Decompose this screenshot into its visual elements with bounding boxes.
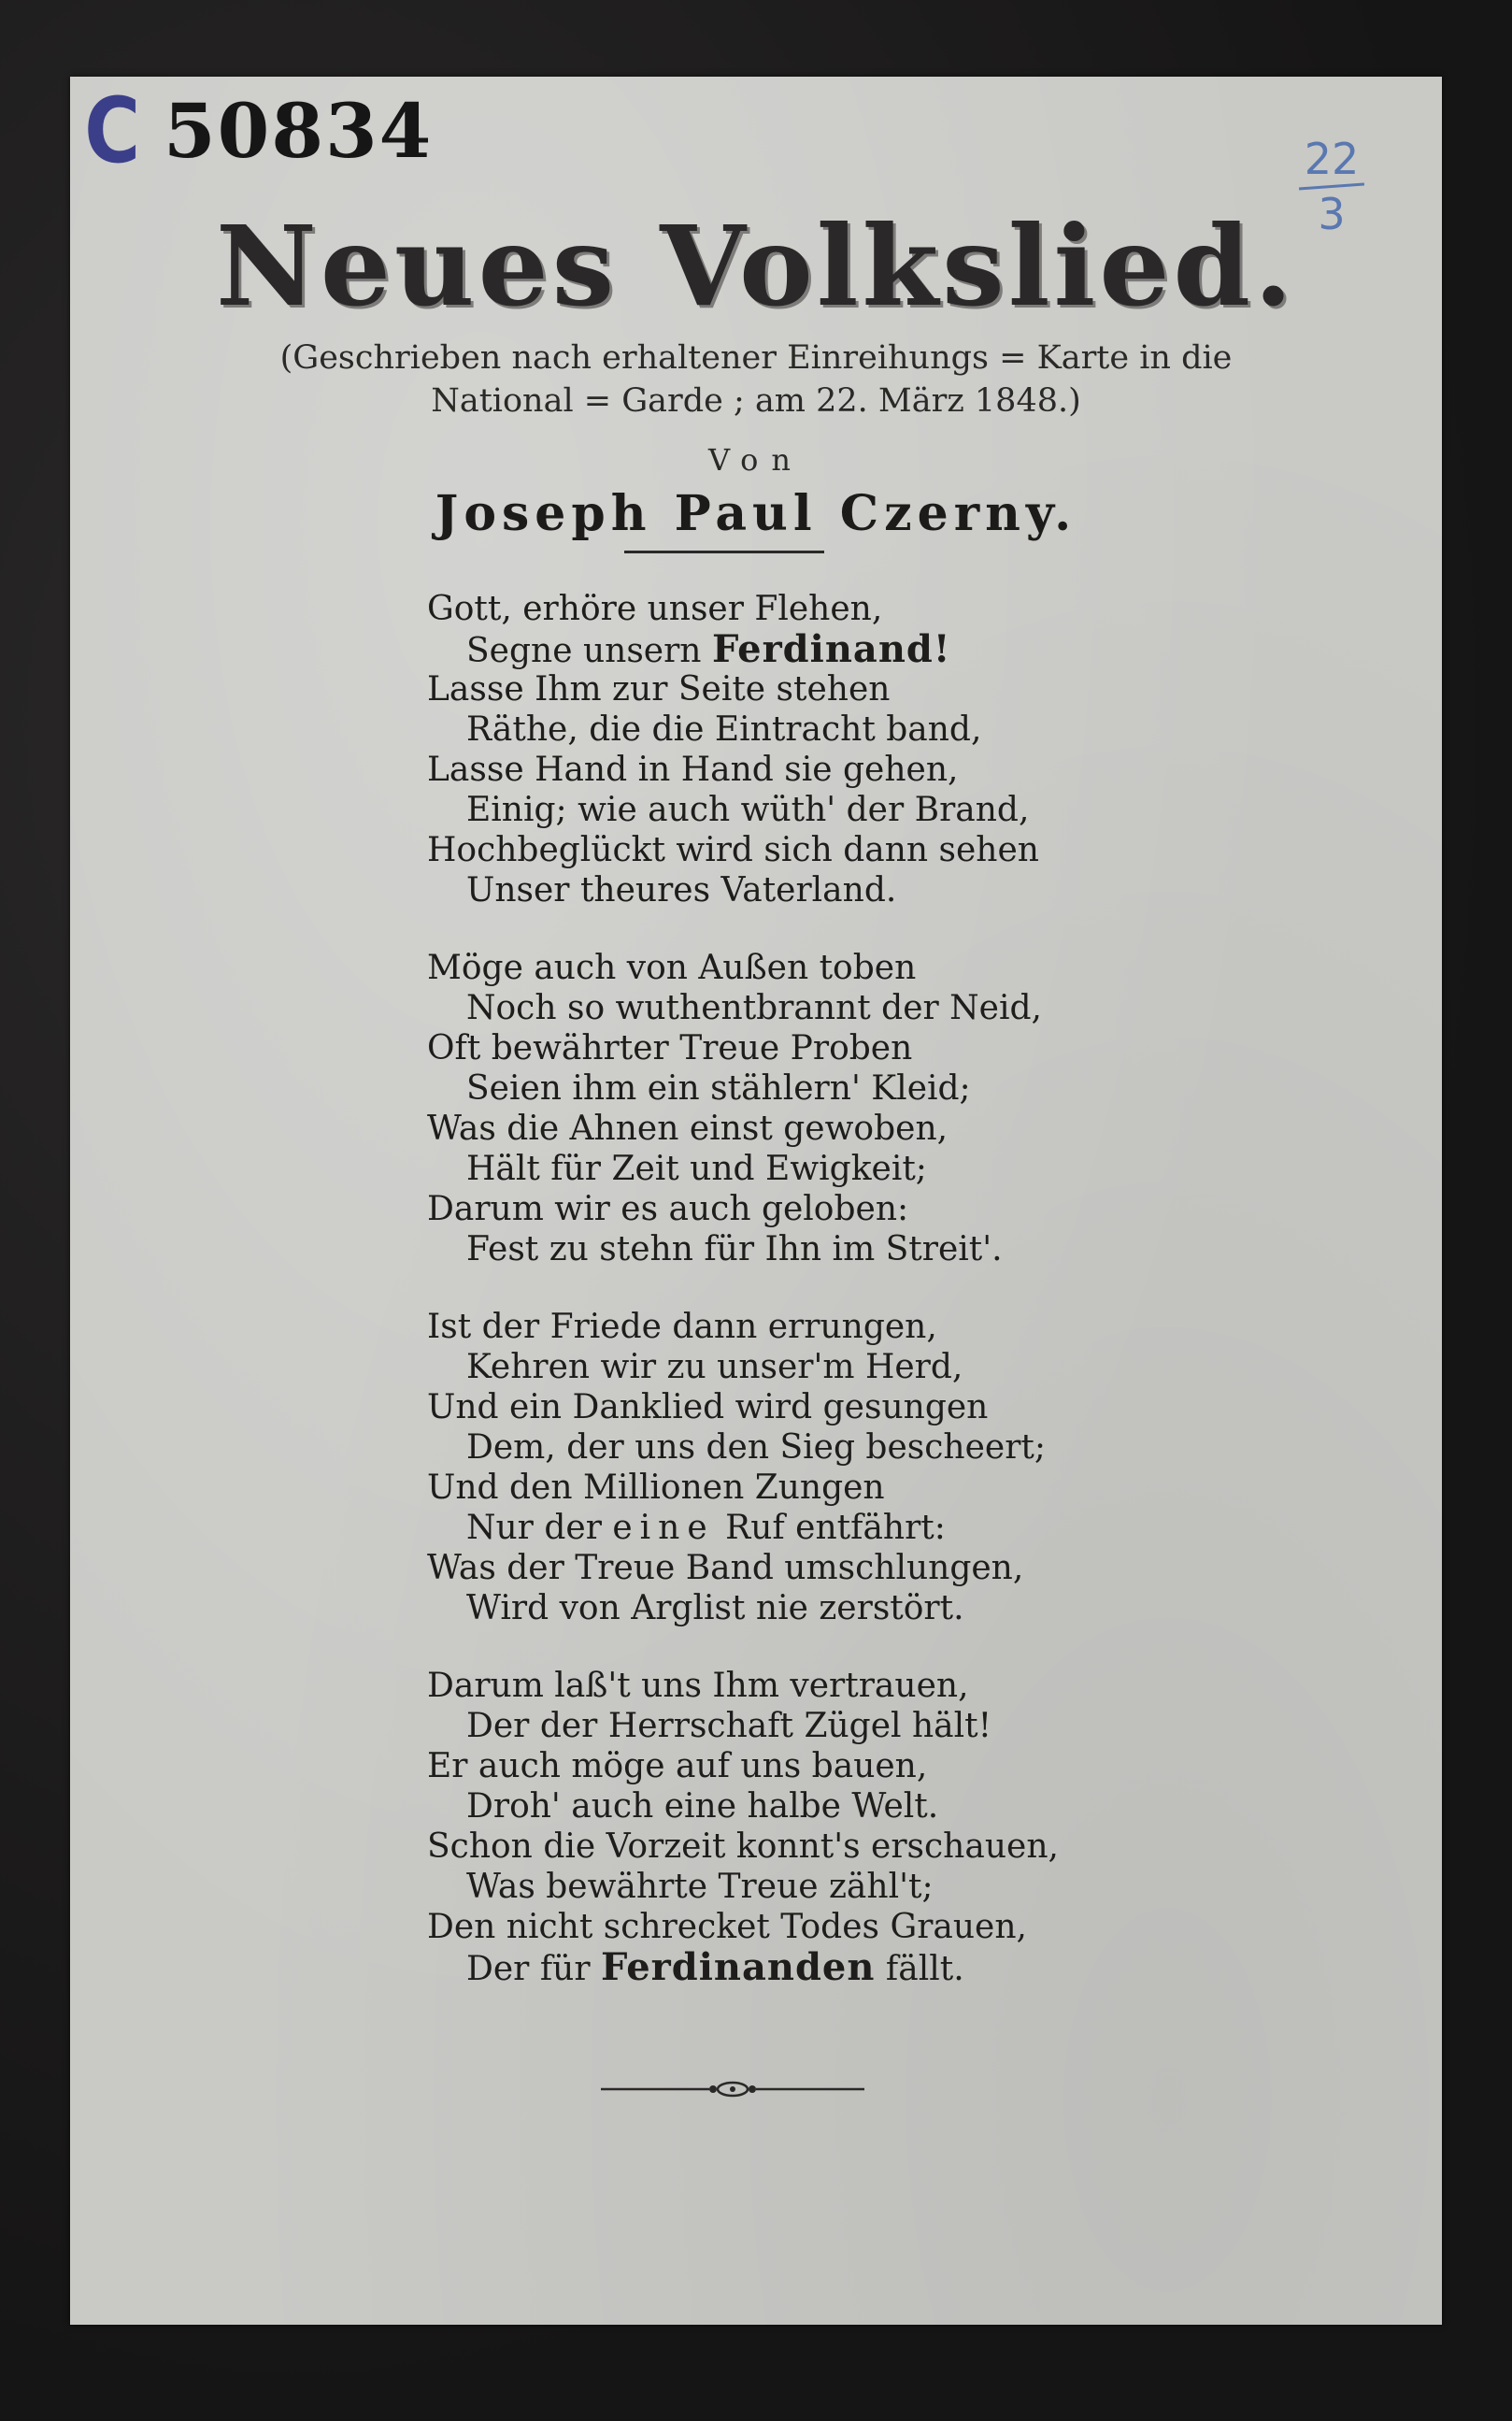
- poem-line: [427, 1189, 1268, 1229]
- poem-line: [427, 589, 1268, 629]
- poem-line: [427, 629, 1268, 669]
- poem-line: [427, 669, 1268, 709]
- poem-line-text: Wird von Arglist nie zerstört.: [466, 1589, 964, 1627]
- poem-line-text: Oft bewährter Treue Proben: [427, 1029, 913, 1067]
- poem-line: [427, 1786, 1268, 1826]
- poem-line: [427, 1068, 1268, 1109]
- poem-line: [427, 1588, 1268, 1628]
- poem-line-text: Den nicht schrecket Todes Grauen,: [427, 1908, 1027, 1946]
- pencil-annotation-bottom: 3: [1318, 189, 1346, 239]
- poem-line-text-end: Ruf entfährt:: [714, 1509, 946, 1547]
- poem-line: [427, 1706, 1268, 1746]
- poem-line-text: Und ein Danklied wird gesungen: [427, 1388, 989, 1426]
- poem-line-text: Möge auch von Außen toben: [427, 949, 917, 987]
- poem-line: [427, 709, 1268, 750]
- poem-line-text: Schon die Vorzeit konnt's erschauen,: [427, 1827, 1059, 1866]
- poem-line: [427, 1149, 1268, 1189]
- page-title: Neues Volkslied.: [215, 201, 1297, 331]
- poem-line: [427, 1468, 1268, 1508]
- author-name: Joseph Paul Czerny.: [435, 485, 1077, 542]
- subtitle: [229, 337, 1283, 423]
- poem-line-text: Seien ihm ein stählern' Kleid;: [466, 1069, 971, 1108]
- poem-line: [427, 750, 1268, 790]
- poem-line: [427, 948, 1268, 988]
- poem-line-text: Nur der: [466, 1509, 613, 1547]
- poem-line-text: Was bewährte Treue zähl't;: [466, 1868, 934, 1906]
- poem-line-text: Kehren wir zu unser'm Herd,: [466, 1348, 963, 1386]
- poem-line: [427, 1427, 1268, 1468]
- poem-line: [427, 988, 1268, 1028]
- poem-line-text: Droh' auch eine halbe Welt.: [466, 1787, 939, 1826]
- poem-line: [427, 1028, 1268, 1068]
- poem-line: [427, 870, 1268, 910]
- poem-line-text-end: fällt.: [875, 1950, 964, 1988]
- closing-ornament: [597, 2075, 868, 2103]
- pencil-annotation-top: 22: [1304, 134, 1360, 184]
- poem-line-text: Räthe, die die Eintracht band,: [466, 710, 982, 749]
- broadsheet-page: [70, 77, 1442, 2325]
- poem-line-text: Einig; wie auch wüth' der Brand,: [466, 791, 1030, 829]
- poem-line: [427, 1666, 1268, 1706]
- subtitle-line-2: National = Garde ; am 22. März 1848.): [431, 382, 1081, 420]
- poem-line-text: Lasse Hand in Hand sie gehen,: [427, 751, 959, 789]
- poem-line-text: Was der Treue Band umschlungen,: [427, 1549, 1024, 1587]
- poem-line-text: Darum wir es auch geloben:: [427, 1190, 909, 1228]
- poem-line: [427, 1109, 1268, 1149]
- poem-line-text: Ist der Friede dann errungen,: [427, 1308, 937, 1346]
- poem: [427, 589, 1268, 2025]
- poem-line-text: Hochbeglückt wird sich dann sehen: [427, 831, 1039, 869]
- poem-line: [427, 1307, 1268, 1347]
- poem-line-text: Noch so wuthentbrannt der Neid,: [466, 989, 1042, 1027]
- stanza: [427, 948, 1268, 1269]
- stanza: [427, 589, 1268, 910]
- stanza: [427, 1666, 1268, 1987]
- poem-line-text: Was die Ahnen einst gewoben,: [427, 1110, 949, 1148]
- shelf-number: 50834: [164, 87, 434, 175]
- poem-line: [427, 1746, 1268, 1786]
- poem-line: [427, 1947, 1268, 1987]
- poem-line-text: Lasse Ihm zur Seite stehen: [427, 670, 891, 709]
- poem-line-text: Und den Millionen Zungen: [427, 1468, 885, 1507]
- poem-line: [427, 1907, 1268, 1947]
- poem-line-text: Gott, erhöre unser Flehen,: [427, 590, 883, 628]
- poem-line-text: Fest zu stehn für Ihn im Streit'.: [466, 1230, 1003, 1268]
- poem-line: [427, 1229, 1268, 1269]
- poem-line-text: Der der Herrschaft Zügel hält!: [466, 1707, 992, 1745]
- poem-line: [427, 1867, 1268, 1907]
- poem-line-text: Segne unsern: [466, 632, 712, 670]
- poem-line-text: Darum laß't uns Ihm vertrauen,: [427, 1667, 969, 1705]
- poem-line-text: Unser theures Vaterland.: [466, 871, 897, 910]
- poem-line: [427, 790, 1268, 830]
- poem-line: [427, 1387, 1268, 1427]
- poem-line: [427, 1548, 1268, 1588]
- poem-line-text: Der für: [466, 1950, 601, 1988]
- byline-von: Von: [707, 442, 805, 478]
- poem-line-text: Er auch möge auf uns bauen,: [427, 1747, 928, 1785]
- emphasized-name: Ferdinanden: [600, 1945, 876, 1989]
- poem-line-text: Hält für Zeit und Ewigkeit;: [466, 1150, 927, 1188]
- poem-line: [427, 1826, 1268, 1867]
- author-divider: [624, 551, 824, 553]
- poem-line: [427, 1347, 1268, 1387]
- poem-line-text: Dem, der uns den Sieg bescheert;: [466, 1428, 1047, 1467]
- poem-line: [427, 830, 1268, 870]
- poem-line: [427, 1508, 1268, 1548]
- stanza: [427, 1307, 1268, 1628]
- subtitle-line-1: (Geschrieben nach erhaltener Einreihungs = Karte in die: [279, 339, 1233, 377]
- emphasized-name: Ferdinand!: [711, 627, 951, 671]
- spaced-word: eine: [612, 1509, 715, 1547]
- collection-stamp-letter: C: [84, 79, 141, 183]
